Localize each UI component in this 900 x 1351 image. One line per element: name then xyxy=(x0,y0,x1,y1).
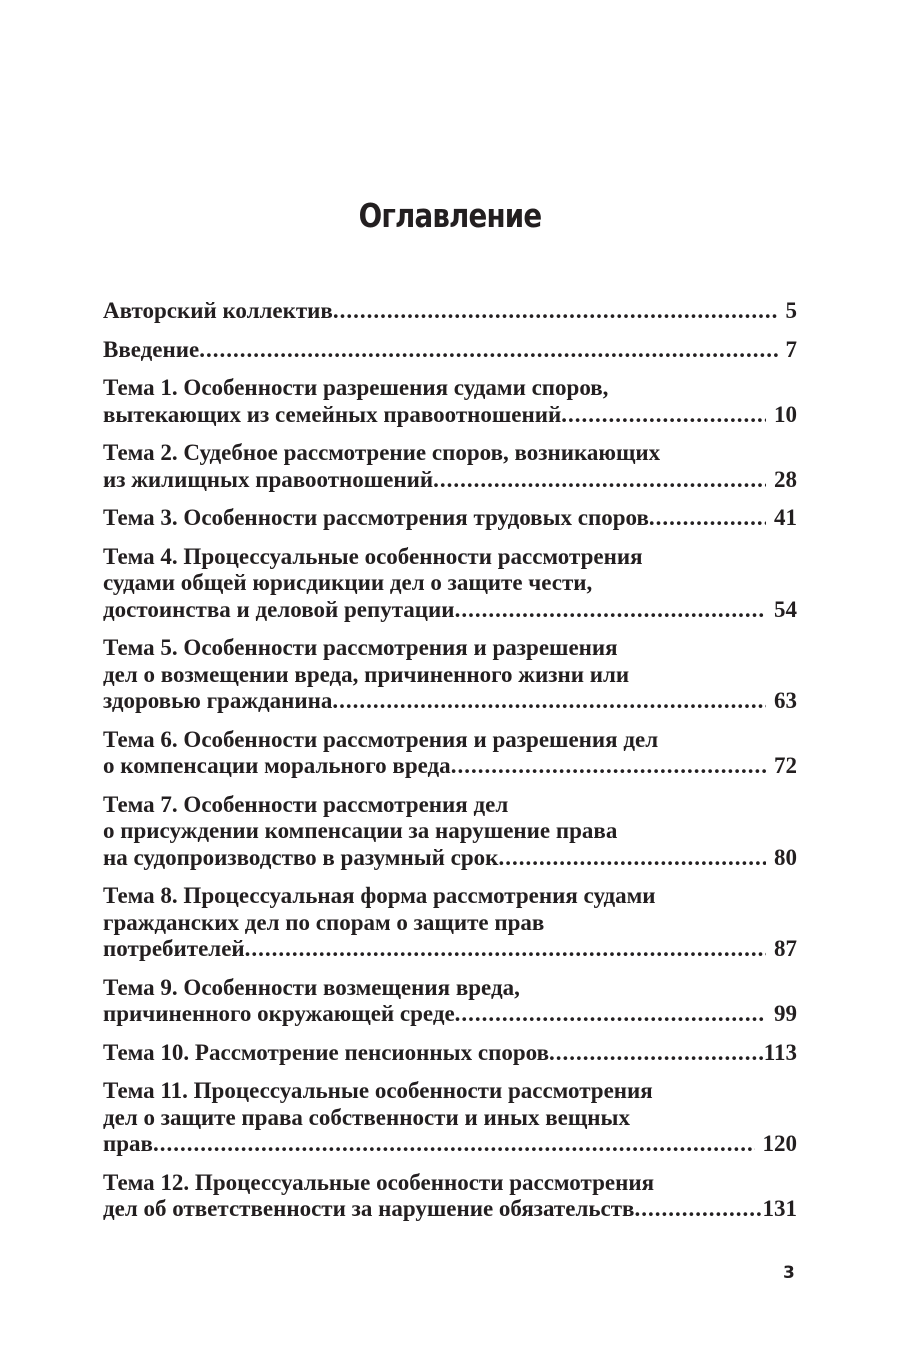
toc-entry-text: причиненного окружающей среде xyxy=(103,1001,455,1026)
toc-entry-line: Тема 11. Процессуальные особенности рассмотрения xyxy=(103,1078,653,1103)
dot-leader xyxy=(333,298,778,325)
toc-page-number: 113 xyxy=(763,1039,797,1065)
dot-leader xyxy=(649,505,766,532)
toc-entry-text: Тема 10. Рассмотрение пенсионных споров xyxy=(103,1039,549,1065)
toc-page-number: 87 xyxy=(774,936,797,961)
toc-entry-line: Тема 5. Особенности рассмотрения и разрешения xyxy=(103,635,618,660)
toc-entry-last-line xyxy=(103,688,797,715)
dot-leader xyxy=(455,597,766,624)
toc-entry-last-line xyxy=(103,1131,797,1158)
toc-entry-last-line xyxy=(103,753,797,780)
toc-entry-line: судами общей юрисдикции дел о защите чести, xyxy=(103,570,593,595)
dot-leader xyxy=(498,845,766,872)
toc-page-number: 54 xyxy=(774,596,797,622)
toc-entry[interactable] xyxy=(103,337,797,364)
toc-entry-last-line xyxy=(103,298,797,325)
toc-entry[interactable] xyxy=(103,1040,797,1067)
toc-page-number: 99 xyxy=(774,1001,797,1026)
toc-entry-last-line xyxy=(103,337,797,364)
page-title: Оглавление xyxy=(358,196,542,235)
toc-entry-line: Тема 12. Процессуальные особенности рассмотрения xyxy=(103,1169,655,1195)
toc-entry-text: вытекающих из семейных правоотношений xyxy=(103,401,562,427)
toc-entry-text: о компенсации морального вреда xyxy=(103,753,451,778)
toc-entry-text: Тема 3. Особенности рассмотрения трудовых споров xyxy=(103,505,649,530)
toc-entry-line: Тема 2. Судебное рассмотрение споров, возникающих xyxy=(103,440,661,465)
dot-leader xyxy=(549,1040,764,1067)
dot-leader xyxy=(561,402,766,429)
toc-entry[interactable] xyxy=(103,375,797,428)
toc-entry-text: Авторский коллектив xyxy=(103,298,333,323)
toc-entry-line: Тема 1. Особенности разрешения судами споров, xyxy=(103,375,609,400)
toc-entry-line: Тема 4. Процессуальные особенности рассмотрения xyxy=(103,543,643,569)
toc-entry-last-line xyxy=(103,505,797,532)
toc-page-number: 7 xyxy=(785,336,797,362)
toc-page-number: 63 xyxy=(774,688,797,713)
toc-page-number: 41 xyxy=(774,505,797,530)
toc-entry[interactable] xyxy=(103,975,797,1028)
toc-entry-text: здоровью гражданина xyxy=(103,688,333,713)
toc-page-number: 5 xyxy=(785,298,797,323)
toc-entry-last-line xyxy=(103,1196,797,1223)
toc-entry-last-line xyxy=(103,1040,797,1067)
toc-entry-text: достоинства и деловой репутации xyxy=(103,596,455,622)
toc-page-number: 120 xyxy=(762,1131,797,1156)
toc-entry-line: дел о возмещении вреда, причиненного жизни или xyxy=(103,661,630,687)
toc-entry-line: Тема 8. Процессуальная форма рассмотрения судами xyxy=(103,883,656,908)
toc-entry-last-line xyxy=(103,936,797,963)
toc-entry-text: дел об ответственности за нарушение обязательств xyxy=(103,1196,635,1221)
toc-page-number: 10 xyxy=(774,401,797,427)
page-number: 3 xyxy=(783,1263,795,1283)
dot-leader xyxy=(332,688,766,715)
dot-leader xyxy=(153,1131,755,1158)
dot-leader xyxy=(199,337,777,364)
dot-leader xyxy=(634,1196,762,1223)
toc-entry-last-line xyxy=(103,467,797,494)
toc-entry-text: Введение xyxy=(103,336,200,362)
toc-entry-last-line xyxy=(103,597,797,624)
toc-entry-last-line xyxy=(103,1001,797,1028)
dot-leader xyxy=(245,936,766,963)
toc-entry[interactable] xyxy=(103,505,797,532)
toc-entry[interactable] xyxy=(103,883,797,963)
dot-leader xyxy=(451,753,766,780)
toc-entry-line: гражданских дел по спорам о защите прав xyxy=(103,909,545,935)
table-of-contents xyxy=(103,298,797,1235)
dot-leader xyxy=(455,1001,766,1028)
toc-entry-last-line xyxy=(103,845,797,872)
toc-entry[interactable] xyxy=(103,440,797,493)
toc-page-number: 28 xyxy=(774,466,797,492)
toc-page-number: 131 xyxy=(762,1196,797,1221)
toc-entry-text: из жилищных правоотношений xyxy=(103,466,434,492)
dot-leader xyxy=(433,467,766,494)
toc-page-number: 80 xyxy=(774,844,797,870)
toc-entry[interactable] xyxy=(103,1170,797,1223)
toc-entry-last-line xyxy=(103,402,797,429)
toc-entry-line: Тема 9. Особенности возмещения вреда, xyxy=(103,974,520,1000)
toc-entry-line: Тема 7. Особенности рассмотрения дел xyxy=(103,791,509,817)
toc-entry[interactable] xyxy=(103,544,797,624)
toc-entry[interactable] xyxy=(103,635,797,715)
toc-entry-text: потребителей xyxy=(103,936,245,961)
toc-entry[interactable] xyxy=(103,727,797,780)
toc-entry[interactable] xyxy=(103,792,797,872)
toc-page-number: 72 xyxy=(774,753,797,778)
toc-entry-line: дел о защите права собственности и иных вещных xyxy=(103,1104,630,1130)
toc-entry-line: о присуждении компенсации за нарушение права xyxy=(103,818,618,843)
toc-entry[interactable] xyxy=(103,1078,797,1158)
toc-entry-text: прав xyxy=(103,1131,153,1156)
toc-entry-line: Тема 6. Особенности рассмотрения и разрешения дел xyxy=(103,726,659,752)
toc-entry-text: на судопроизводство в разумный срок xyxy=(103,844,499,870)
toc-entry[interactable] xyxy=(103,298,797,325)
